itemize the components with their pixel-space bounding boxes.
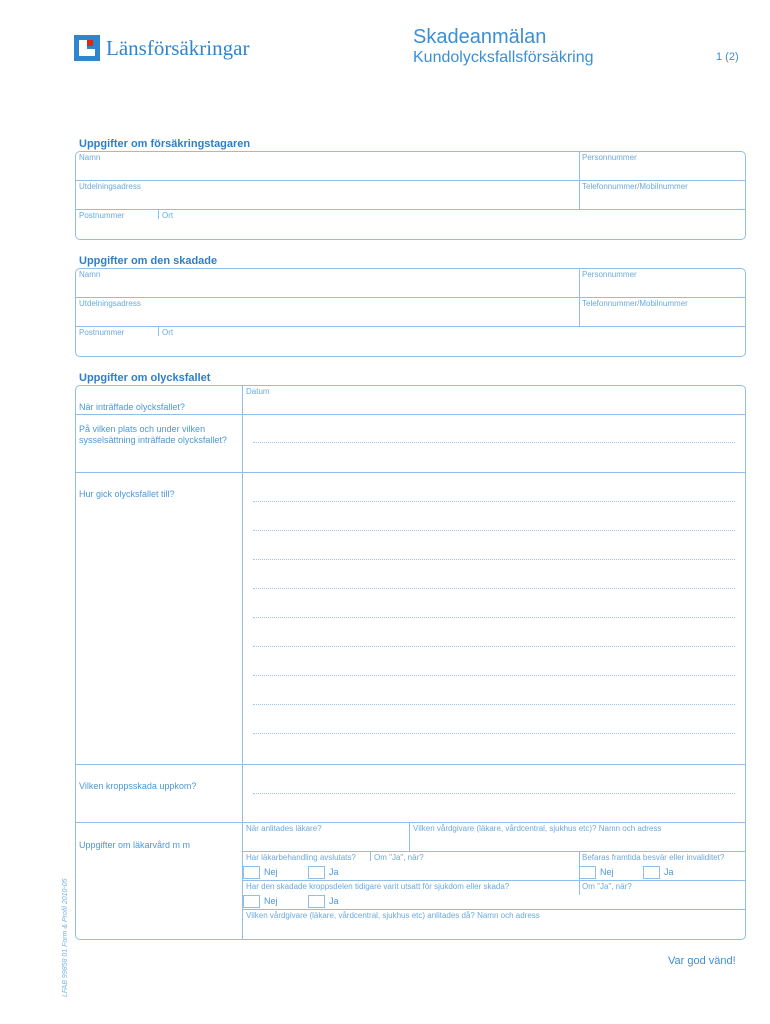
injured-ssn-field[interactable]: Personnummer (582, 270, 637, 279)
divider (75, 209, 746, 210)
answer-line-injury[interactable] (253, 793, 735, 794)
future-problems-label: Befaras framtida besvär eller invaliditet? (582, 853, 725, 862)
injured-name-field[interactable]: Namn (79, 270, 101, 279)
divider (579, 151, 580, 209)
page-subtitle: Kundolycksfallsförsäkring (413, 49, 594, 66)
policyholder-phone-field[interactable]: Telefonnummer/Mobilnummer (582, 182, 688, 191)
policyholder-address-field[interactable]: Utdelningsadress (79, 182, 141, 191)
previous-yes-checkbox[interactable] (308, 895, 325, 908)
divider (579, 851, 580, 895)
care-provider-then-field[interactable]: Vilken vårdgivare (läkare, vårdcentral, sjukhus etc) anlitades då? Namn och adress (246, 911, 540, 920)
treatment-yes-label: Ja (329, 867, 339, 877)
divider (158, 326, 159, 336)
section-heading-accident: Uppgifter om olycksfallet (79, 372, 211, 384)
divider (75, 297, 746, 298)
logo-text: Länsförsäkringar (106, 36, 250, 60)
policyholder-name-field[interactable]: Namn (79, 153, 101, 162)
page-title: Skadeanmälan (413, 26, 547, 48)
answer-line-how[interactable] (253, 704, 735, 705)
treatment-yes-checkbox[interactable] (308, 866, 325, 879)
section-heading-policyholder: Uppgifter om försäkringstagaren (79, 138, 251, 150)
divider (242, 851, 746, 852)
divider (242, 909, 746, 910)
policyholder-city-field[interactable]: Ort (162, 211, 174, 220)
form-code: LFAB 99858 01 Form & Profil 2010-05 (62, 878, 69, 997)
answer-line-how[interactable] (253, 559, 735, 560)
logo-icon (74, 35, 100, 61)
question-how: Hur gick olycksfallet till? (79, 489, 175, 499)
answer-line-how[interactable] (253, 733, 735, 734)
divider (75, 180, 746, 181)
question-injury: Vilken kroppsskada uppkom? (79, 781, 197, 791)
treatment-done-label: Har läkarbehandling avslutats? (246, 853, 356, 862)
policyholder-box (75, 151, 746, 240)
previous-no-label: Nej (264, 896, 278, 906)
treatment-when-field[interactable]: Om "Ja", när? (374, 853, 424, 862)
answer-line-where[interactable] (253, 442, 735, 443)
injured-phone-field[interactable]: Telefonnummer/Mobilnummer (582, 299, 688, 308)
future-yes-label: Ja (664, 867, 674, 877)
injured-box (75, 268, 746, 357)
future-yes-checkbox[interactable] (643, 866, 660, 879)
divider (579, 268, 580, 326)
question-where: På vilken plats och under vilken sysselsättning inträffade olycksfallet? (79, 424, 227, 445)
section-heading-injured: Uppgifter om den skadade (79, 255, 218, 267)
divider (75, 822, 746, 823)
divider (242, 880, 746, 881)
treatment-no-checkbox[interactable] (243, 866, 260, 879)
previously-exposed-label: Har den skadade kroppsdelen tidigare varit utsatt för sjukdom eller skada? (246, 882, 510, 891)
treatment-no-label: Nej (264, 867, 278, 877)
injured-postcode-field[interactable]: Postnummer (79, 328, 125, 337)
answer-line-how[interactable] (253, 675, 735, 676)
divider (370, 851, 371, 861)
care-provider-field[interactable]: Vilken vårdgivare (läkare, vårdcentral, sjukhus etc)? Namn och adress (413, 824, 662, 833)
divider (75, 764, 746, 765)
answer-line-how[interactable] (253, 588, 735, 589)
injured-city-field[interactable]: Ort (162, 328, 174, 337)
injured-address-field[interactable]: Utdelningsadress (79, 299, 141, 308)
answer-line-how[interactable] (253, 646, 735, 647)
answer-line-how[interactable] (253, 501, 735, 502)
divider (242, 385, 243, 940)
accident-date-field[interactable]: Datum (246, 387, 270, 396)
divider (409, 822, 410, 851)
answer-line-how[interactable] (253, 617, 735, 618)
doctor-when-field[interactable]: När anlitades läkare? (246, 824, 322, 833)
divider (75, 472, 746, 473)
previous-no-checkbox[interactable] (243, 895, 260, 908)
question-medical: Uppgifter om läkarvård m m (79, 840, 191, 850)
question-when: När inträffade olycksfallet? (79, 402, 185, 412)
divider (75, 326, 746, 327)
page-number: 1 (2) (716, 51, 739, 63)
divider (75, 414, 746, 415)
policyholder-ssn-field[interactable]: Personnummer (582, 153, 637, 162)
answer-line-how[interactable] (253, 530, 735, 531)
divider (158, 209, 159, 219)
policyholder-postcode-field[interactable]: Postnummer (79, 211, 125, 220)
future-no-label: Nej (600, 867, 614, 877)
previous-yes-label: Ja (329, 896, 339, 906)
previously-when-field[interactable]: Om "Ja", när? (582, 882, 632, 891)
turn-page-note: Var god vänd! (668, 955, 736, 967)
future-no-checkbox[interactable] (579, 866, 596, 879)
